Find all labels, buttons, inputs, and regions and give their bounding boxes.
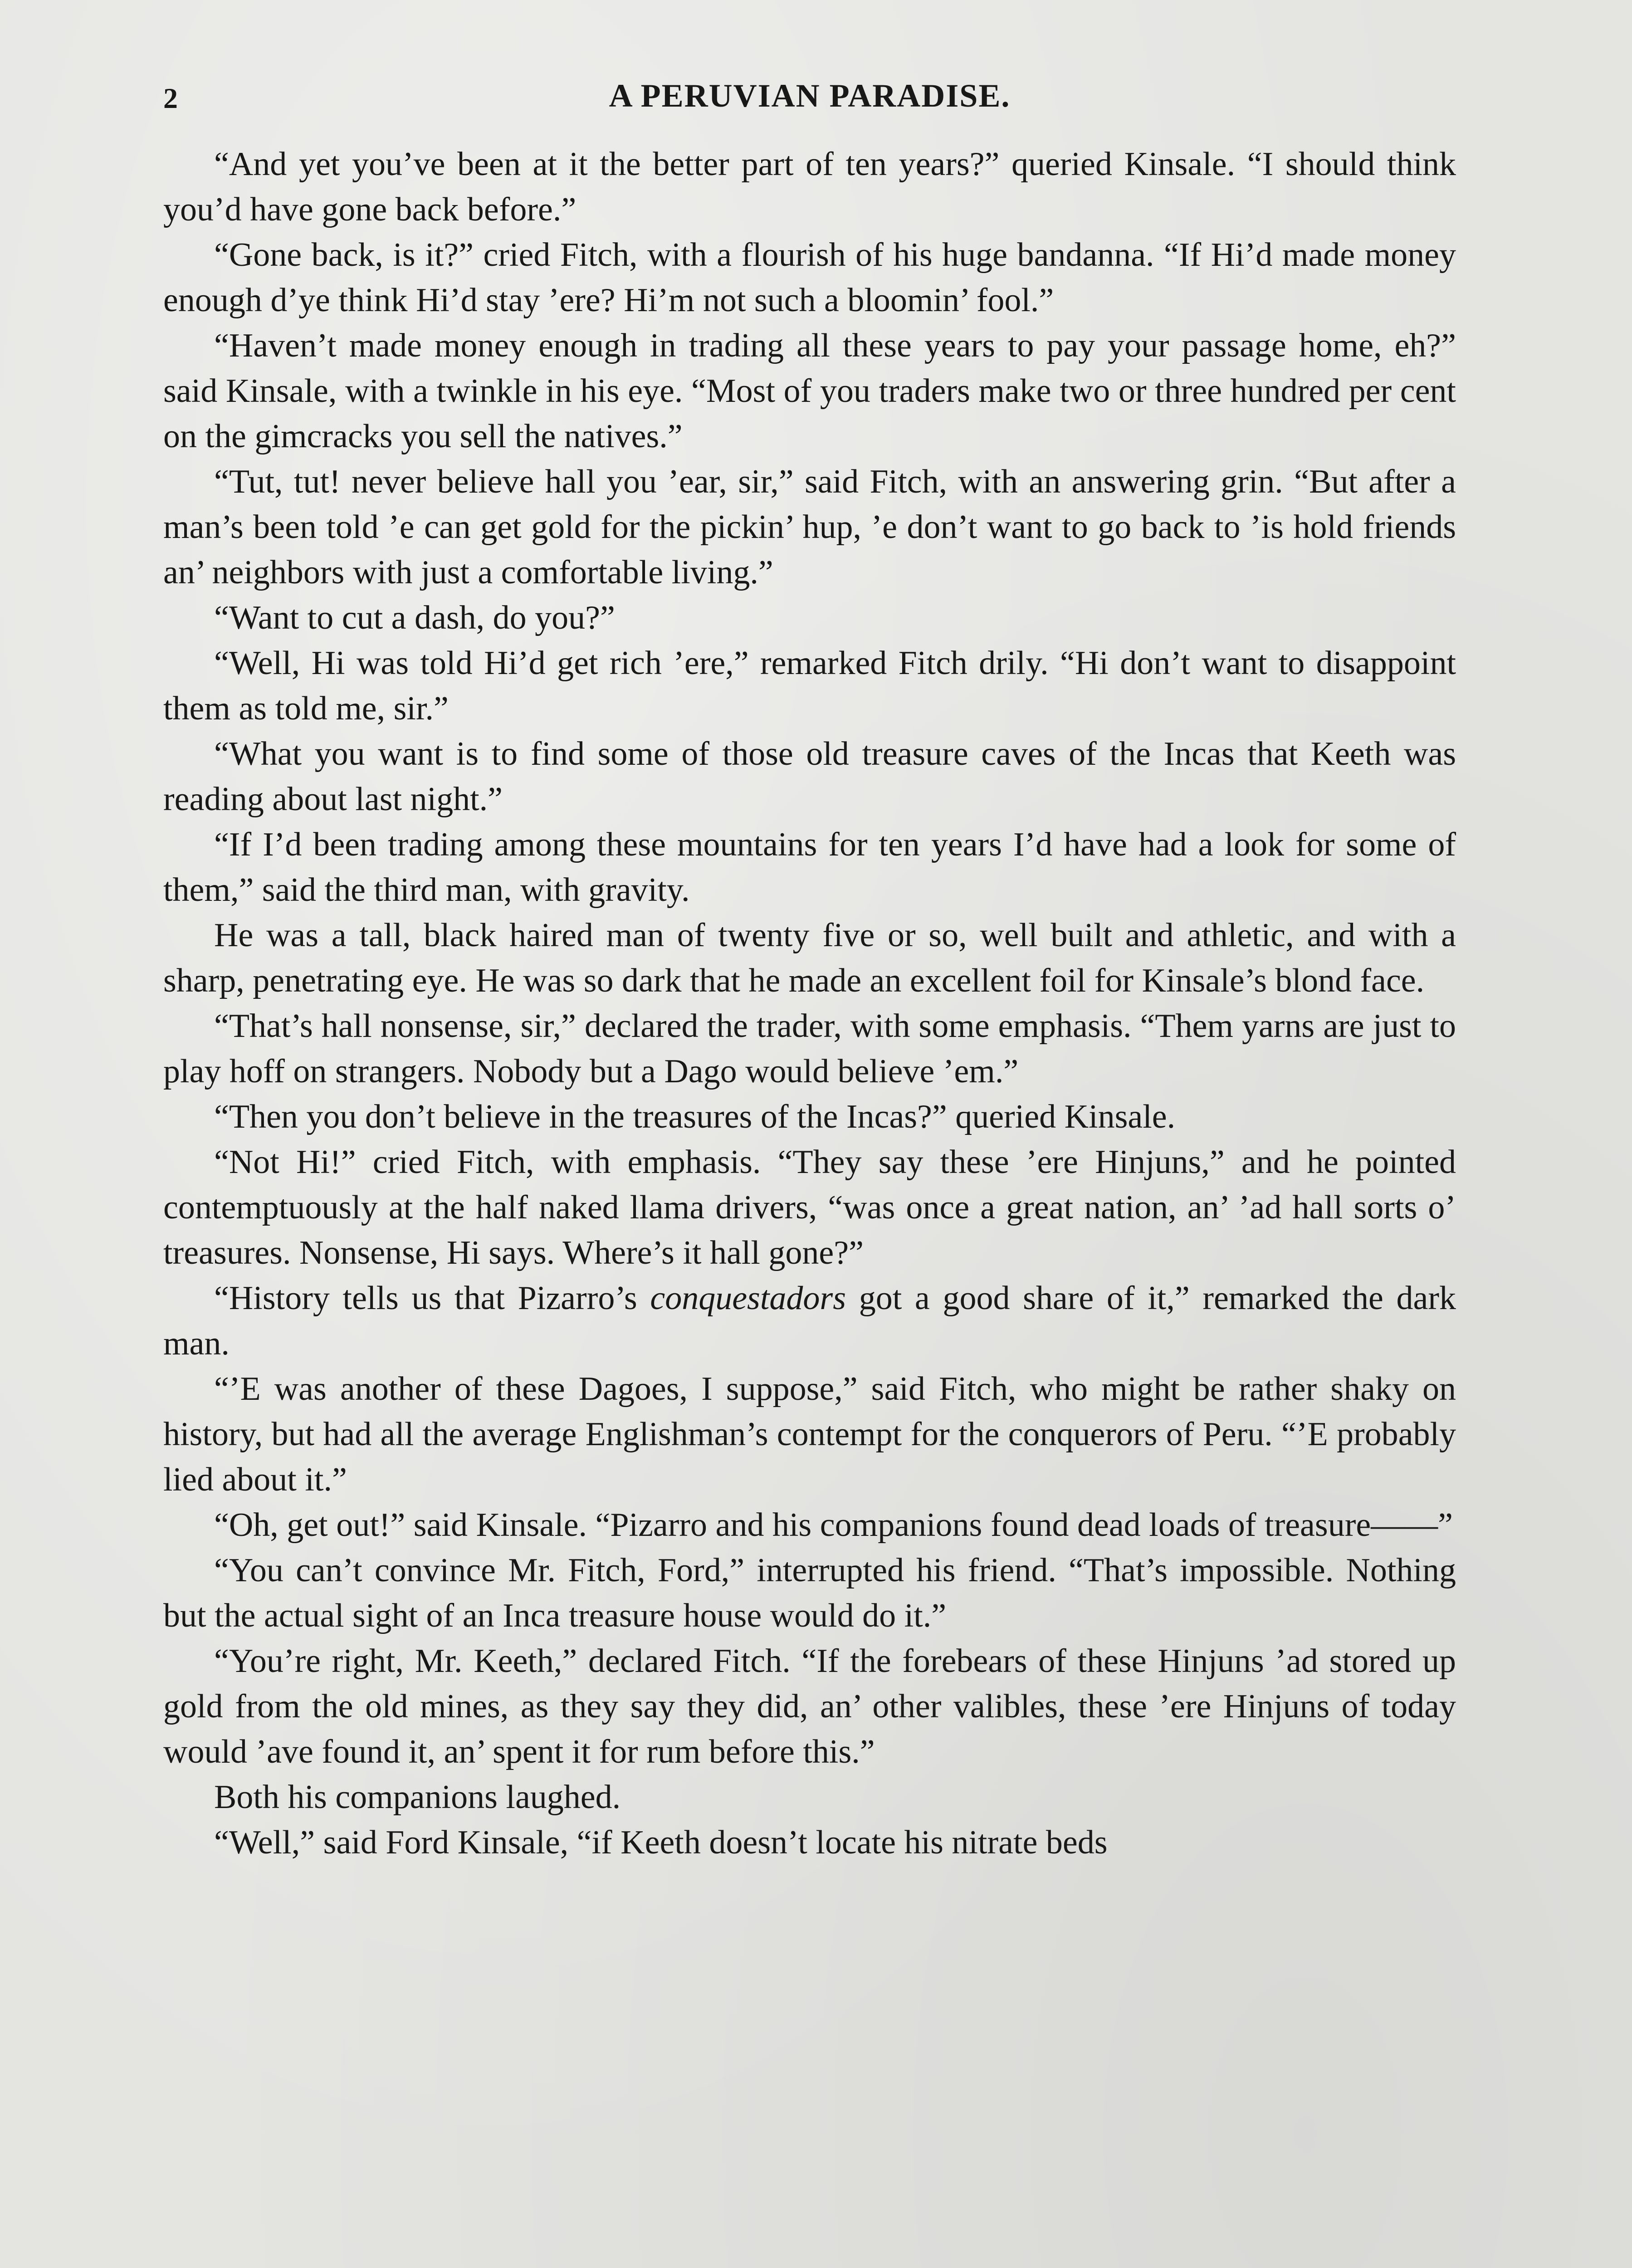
paragraph: “Well, Hi was told Hi’d get rich ’ere,” remarked Fitch drily. “Hi don’t want to disappoint them as told me, sir.” <box>163 645 1456 727</box>
paragraph: “What you want is to find some of those old treasure caves of the Incas that Keeth was reading about last night.” <box>163 735 1456 818</box>
paragraph: “Not Hi!” cried Fitch, with emphasis. “They say these ’ere Hinjuns,” and he pointed contemptuously at the half naked llama drivers, “was once a great nation, an’ ’ad hall sorts o’ treasures. Nonsense, Hi says. Where’s it hall gone?” <box>163 1144 1456 1271</box>
body-text <box>163 142 1456 1865</box>
paragraph <box>163 1276 1456 1366</box>
paragraph: He was a tall, black haired man of twenty five or so, well built and athletic, and with a sharp, penetrating eye. He was so dark that he made an excellent foil for Kinsale’s blond face. <box>163 917 1456 999</box>
paragraph: “Want to cut a dash, do you?” <box>214 599 615 636</box>
paragraph: “Then you don’t believe in the treasures of the Incas?” queried Kinsale. <box>214 1098 1176 1135</box>
paragraph: “Tut, tut! never believe hall you ’ear, sir,” said Fitch, with an answering grin. “But after a man’s been told ’e can get gold for the pickin’ hup, ’e don’t want to go back to ’is hold friends an’ neighbors with just a comfortable living.” <box>163 463 1456 591</box>
paragraph: “You can’t convince Mr. Fitch, Ford,” interrupted his friend. “That’s impossible. Nothing but the actual sight of an Inca treasure house would do it.” <box>163 1552 1456 1634</box>
paragraph: “Gone back, is it?” cried Fitch, with a flourish of his huge bandanna. “If Hi’d made money enough d’ye think Hi’d stay ’ere? Hi’m not such a bloomin’ fool.” <box>163 236 1456 319</box>
italic-word: conquestadors <box>650 1280 846 1317</box>
paragraph-text: got a good share of it,” remarked the dark man. <box>163 1280 1456 1362</box>
paragraph: Both his companions laughed. <box>214 1779 621 1816</box>
paragraph: “You’re right, Mr. Keeth,” declared Fitch. “If the forebears of these Hinjuns ’ad stored up gold from the old mines, as they say they did, an’ other valibles, these ’ere Hinjuns of today would ’ave found it, an’ spent it for rum before this.” <box>163 1642 1456 1770</box>
paragraph: “’E was another of these Dagoes, I suppose,” said Fitch, who might be rather shaky on history, but had all the average Englishman’s contempt for the conquerors of Peru. “’E probably lied about it.” <box>163 1370 1456 1498</box>
paragraph-text: “History tells us that Pizarro’s <box>214 1280 650 1317</box>
running-title: A PERUVIAN PARADISE. <box>609 78 1011 114</box>
paragraph: “Haven’t made money enough in trading all these years to pay your passage home, eh?” said Kinsale, with a twinkle in his eye. “Most of you traders make two or three hundred per cent on the gimcracks you sell the natives.” <box>163 327 1456 455</box>
paragraph: “That’s hall nonsense, sir,” declared the trader, with some emphasis. “Them yarns are just to play hoff on strangers. Nobody but a Dago would believe ’em.” <box>163 1007 1456 1090</box>
paragraph: “Oh, get out!” said Kinsale. “Pizarro and his companions found dead loads of treasure——” <box>214 1506 1453 1544</box>
paragraph: “If I’d been trading among these mountains for ten years I’d have had a look for some of them,” said the third man, with gravity. <box>163 826 1456 909</box>
paragraph: “And yet you’ve been at it the better part of ten years?” queried Kinsale. “I should think you’d have gone back before.” <box>163 146 1456 228</box>
page-header <box>163 77 1456 122</box>
paragraph: “Well,” said Ford Kinsale, “if Keeth doesn’t locate his nitrate beds <box>214 1824 1108 1861</box>
page-number: 2 <box>163 82 178 114</box>
